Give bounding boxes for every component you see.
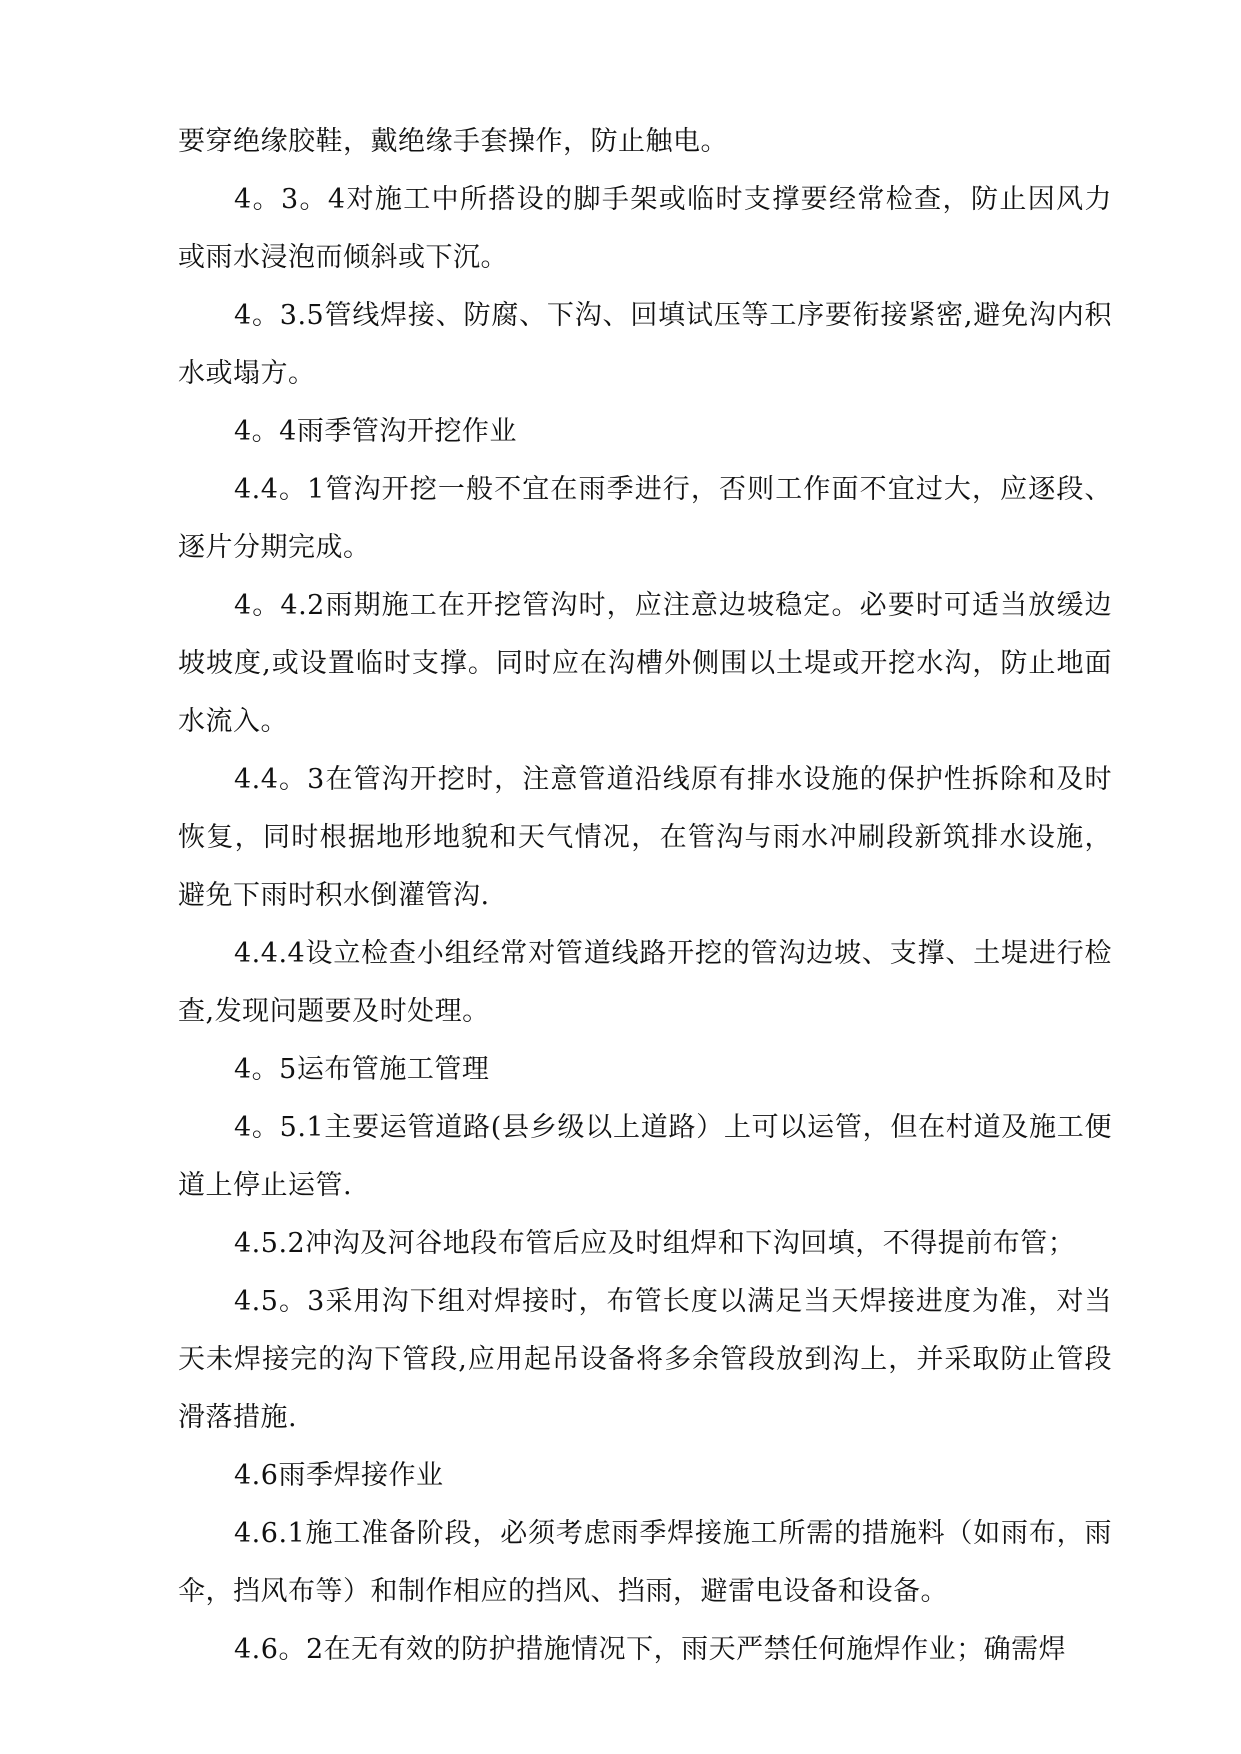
paragraph: 4。5.1主要运管道路(县乡级以上道路）上可以运管，但在村道及施工便道上停止运管. (178, 1112, 1112, 1201)
paragraph: 4.4。3在管沟开挖时，注意管道沿线原有排水设施的保护性拆除和及时恢复，同时根据地形地貌和天气情况，在管沟与雨水冲刷段新筑排水设施，避免下雨时积水倒灌管沟. (178, 764, 1112, 911)
paragraph: 4.5。3采用沟下组对焊接时，布管长度以满足当天焊接进度为准，对当天未焊接完的沟下管段,应用起吊设备将多余管段放到沟上，并采取防止管段滑落措施. (178, 1286, 1112, 1433)
section-heading: 4。5运布管施工管理 (234, 1054, 490, 1085)
document-body (178, 113, 1112, 1679)
paragraph: 4.6.1施工准备阶段，必须考虑雨季焊接施工所需的措施料（如雨布，雨伞，挡风布等）和制作相应的挡风、挡雨，避雷电设备和设备。 (178, 1518, 1112, 1607)
paragraph: 4.4。1管沟开挖一般不宜在雨季进行，否则工作面不宜过大，应逐段、逐片分期完成。 (178, 474, 1112, 563)
paragraph: 4.5.2冲沟及河谷地段布管后应及时组焊和下沟回填，不得提前布管； (234, 1228, 1076, 1259)
section-heading: 4。4雨季管沟开挖作业 (234, 416, 517, 447)
paragraph: 4.6。2在无有效的防护措施情况下，雨天严禁任何施焊作业；确需焊 (234, 1634, 1067, 1665)
paragraph: 4。3。4对施工中所搭设的脚手架或临时支撑要经常检查，防止因风力或雨水浸泡而倾斜或下沉。 (178, 184, 1112, 273)
section-heading: 4.6雨季焊接作业 (234, 1460, 444, 1491)
paragraph: 要穿绝缘胶鞋，戴绝缘手套操作，防止触电。 (178, 126, 728, 157)
paragraph: 4.4.4设立检查小组经常对管道线路开挖的管沟边坡、支撑、土堤进行检查,发现问题要及时处理。 (178, 938, 1112, 1027)
paragraph: 4。4.2雨期施工在开挖管沟时，应注意边坡稳定。必要时可适当放缓边坡坡度,或设置临时支撑。同时应在沟槽外侧围以土堤或开挖水沟，防止地面水流入。 (178, 590, 1112, 737)
paragraph: 4。3.5管线焊接、防腐、下沟、回填试压等工序要衔接紧密,避免沟内积水或塌方。 (178, 300, 1112, 389)
